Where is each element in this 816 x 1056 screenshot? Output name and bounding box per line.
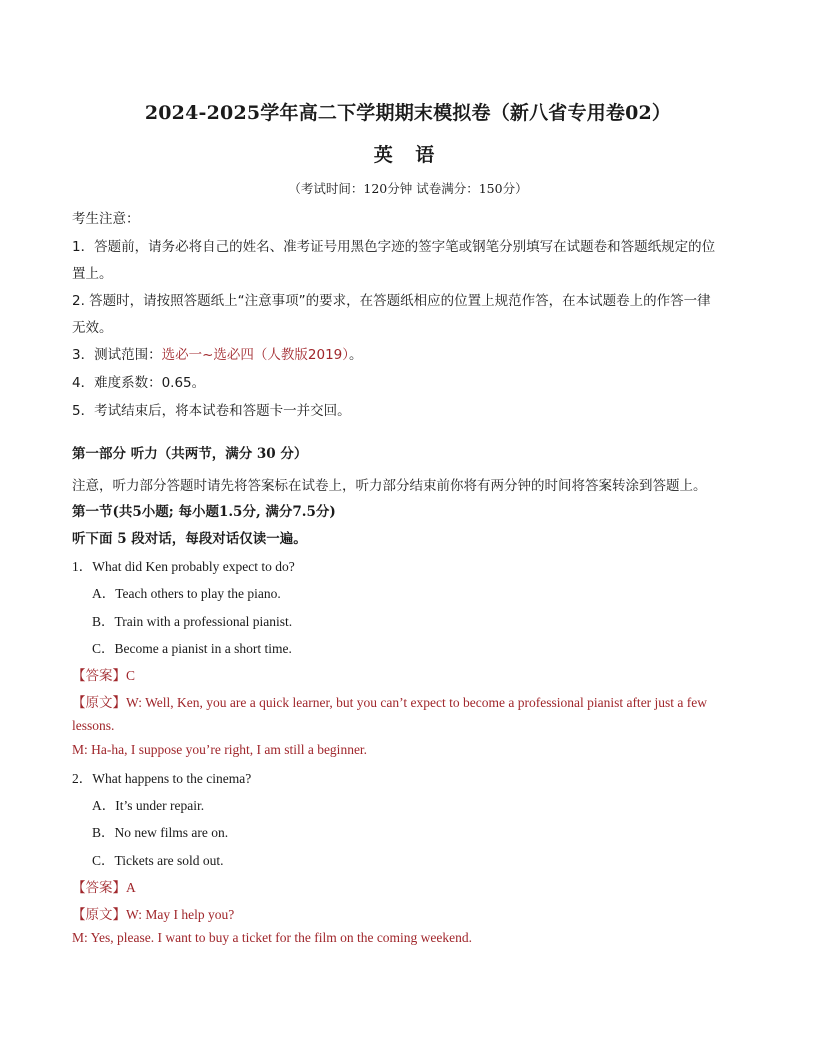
question-1-script-line-2: lessons. (72, 718, 115, 733)
question-1-option-c: C．Become a pianist in a short time. (92, 641, 292, 656)
answer-tag: 【答案】 (72, 880, 126, 896)
question-2-option-a: A．It’s under repair. (92, 798, 205, 813)
question-1-answer (72, 664, 752, 684)
question-2-script-line-2: M: Yes, please. I want to buy a ticket for the film on the coming weekend. (72, 930, 473, 945)
question-2-stem: 2．What happens to the cinema? (72, 771, 252, 786)
notice-item-2-line-2: 无效。 (72, 320, 113, 336)
notice-item-2-line-1: 2. 答题时，请按照答题纸上“注意事项”的要求，在答题纸相应的位置上规范作答，在本试题卷上的作答一律 (72, 293, 711, 309)
script-tag: 【原文】 (72, 695, 126, 711)
part1-note: 注意，听力部分答题时请先将答案标在试卷上，听力部分结束前你将有两分钟的时间将答案转涂到答题上。 (72, 478, 707, 494)
question-2-option-c: C．Tickets are sold out. (92, 853, 224, 868)
part1-heading: 第一部分 听力（共两节，满分 30 分） (72, 446, 308, 462)
exam-title: 2024-2025学年高二下学期期末模拟卷（新八省专用卷02） (144, 102, 672, 124)
notice-item-1-line-2: 置上。 (72, 266, 113, 282)
answer-value: C (126, 668, 136, 683)
exam-meta: （考试时间：120分钟 试卷满分：150分） (288, 181, 528, 196)
notice-item-4: 4．难度系数：0.65。 (72, 375, 206, 391)
notice-item-1-line-1: 1．答题前，请务必将自己的姓名、准考证号用黑色字迹的签字笔或钢笔分别填写在试题卷和答题纸规定的位 (72, 239, 716, 255)
notice-item-3 (72, 343, 752, 363)
answer-value: A (126, 880, 136, 895)
question-1-option-a: A．Teach others to play the piano. (92, 586, 281, 601)
question-2-option-b: B．No new films are on. (92, 825, 229, 840)
question-2-script-line-1 (72, 903, 752, 923)
section1-heading: 第一节(共5小题; 每小题1.5分, 满分7.5分) (72, 504, 336, 520)
script-tag: 【原文】 (72, 907, 126, 923)
question-1-option-b: B．Train with a professional pianist. (92, 614, 293, 629)
notice-item-3-prefix: 3．测试范围： (72, 347, 162, 363)
notice-item-5: 5．考试结束后，将本试卷和答题卡一并交回。 (72, 403, 351, 419)
question-1-stem: 1．What did Ken probably expect to do? (72, 559, 295, 574)
notice-item-3-scope: 选必一~选必四（人教版2019） (161, 347, 350, 363)
question-1-script-line-1 (72, 691, 752, 711)
notice-heading: 考生注意： (72, 211, 140, 227)
notice-item-3-suffix: 。 (349, 347, 363, 363)
answer-tag: 【答案】 (72, 668, 126, 684)
question-1-script-line-3: M: Ha-ha, I suppose you’re right, I am still a beginner. (72, 742, 368, 757)
subject-title: 英 语 (373, 144, 443, 166)
script-text: W: Well, Ken, you are a quick learner, but you can’t expect to become a professional pianist after just a few (126, 695, 708, 710)
script-text: W: May I help you? (126, 907, 235, 922)
question-2-answer (72, 876, 752, 896)
listening-instruction: 听下面 5 段对话，每段对话仅读一遍。 (72, 531, 307, 547)
